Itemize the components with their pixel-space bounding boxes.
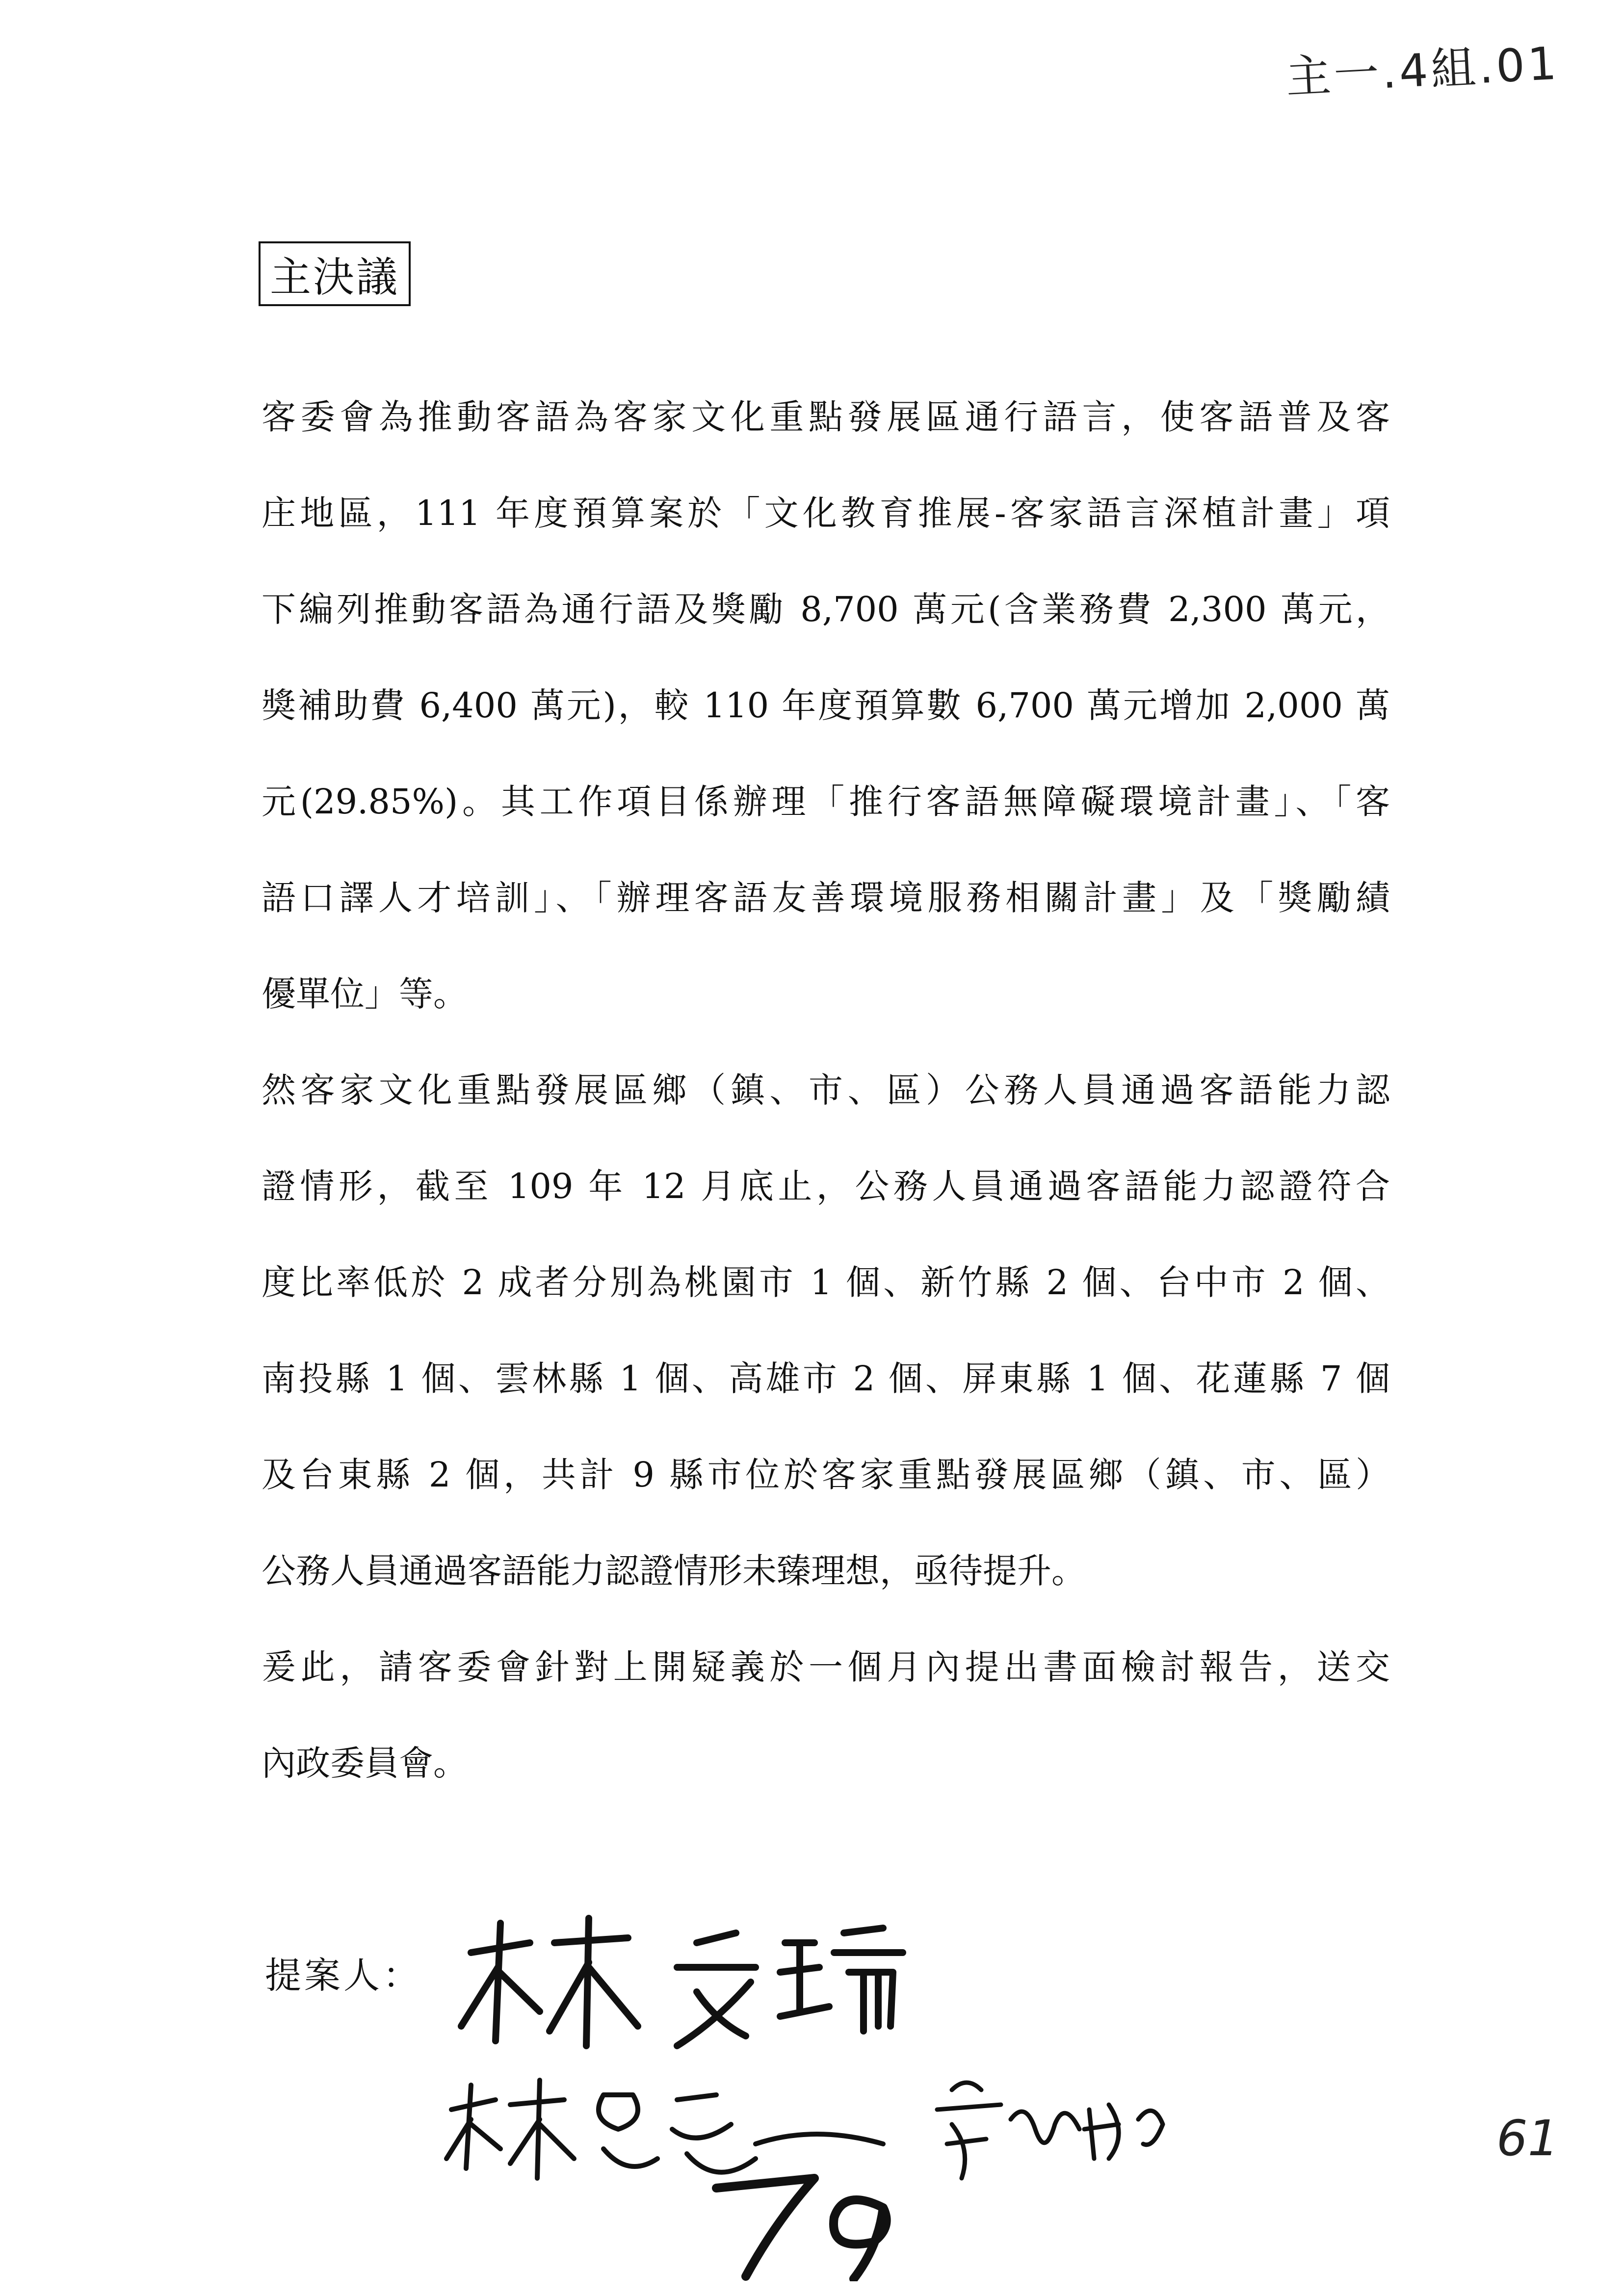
signature-2 — [446, 2080, 883, 2178]
text-line: 庄地區，111 年度預算案於「文化教育推展-客家語言深植計畫」項 — [262, 493, 1390, 533]
text-line: 爰此，請客委會針對上開疑義於一個月內提出書面檢討報告，送交 — [262, 1647, 1390, 1687]
proposer-label: 提案人： — [265, 1955, 422, 1997]
handwritten-number-79 — [716, 2178, 887, 2279]
text-line: 南投縣 1 個、雲林縣 1 個、高雄市 2 個、屏東縣 1 個、花蓮縣 7 個 — [262, 1358, 1390, 1399]
text-line: 證情形，截至 109 年 12 月底止，公務人員通過客語能力認證符合 — [262, 1166, 1390, 1206]
text-line: 客委會為推動客語為客家文化重點發展區通行語言，使客語普及客 — [262, 397, 1390, 437]
text-line: 獎補助費 6,400 萬元)，較 110 年度預算數 6,700 萬元增加 2,000 萬 — [262, 685, 1390, 726]
handwritten-page-number: 61 — [1496, 2110, 1559, 2167]
handwritten-header-mark: 主一.4組.01 — [1284, 37, 1561, 104]
text-line: 公務人員通過客語能力認證情形未臻理想，亟待提升。 — [262, 1551, 1086, 1591]
heading-title: 主決議 — [269, 253, 399, 301]
handwritten-signatures — [442, 1913, 1276, 2281]
text-line: 優單位」等。 — [262, 974, 468, 1014]
body-text — [262, 383, 1390, 1825]
text-line: 下編列推動客語為通行語及獎勵 8,700 萬元(含業務費 2,300 萬元， — [262, 589, 1390, 629]
signature-1 — [461, 1918, 903, 2046]
heading-box — [259, 241, 411, 306]
text-line: 內政委員會。 — [262, 1743, 468, 1783]
text-line: 度比率低於 2 成者分別為桃園市 1 個、新竹縣 2 個、台中市 2 個、 — [262, 1262, 1390, 1303]
text-line: 及台東縣 2 個，共計 9 縣市位於客家重點發展區鄉（鎮、市、區） — [262, 1455, 1390, 1495]
text-line: 語口譯人才培訓」、「辦理客語友善環境服務相關計畫」及「獎勵績 — [262, 878, 1390, 918]
text-line: 元(29.85%)。其工作項目係辦理「推行客語無障礙環境計畫」、「客 — [262, 782, 1390, 822]
signature-3 — [937, 2083, 1163, 2178]
text-line: 然客家文化重點發展區鄉（鎮、市、區）公務人員通過客語能力認 — [262, 1070, 1390, 1110]
